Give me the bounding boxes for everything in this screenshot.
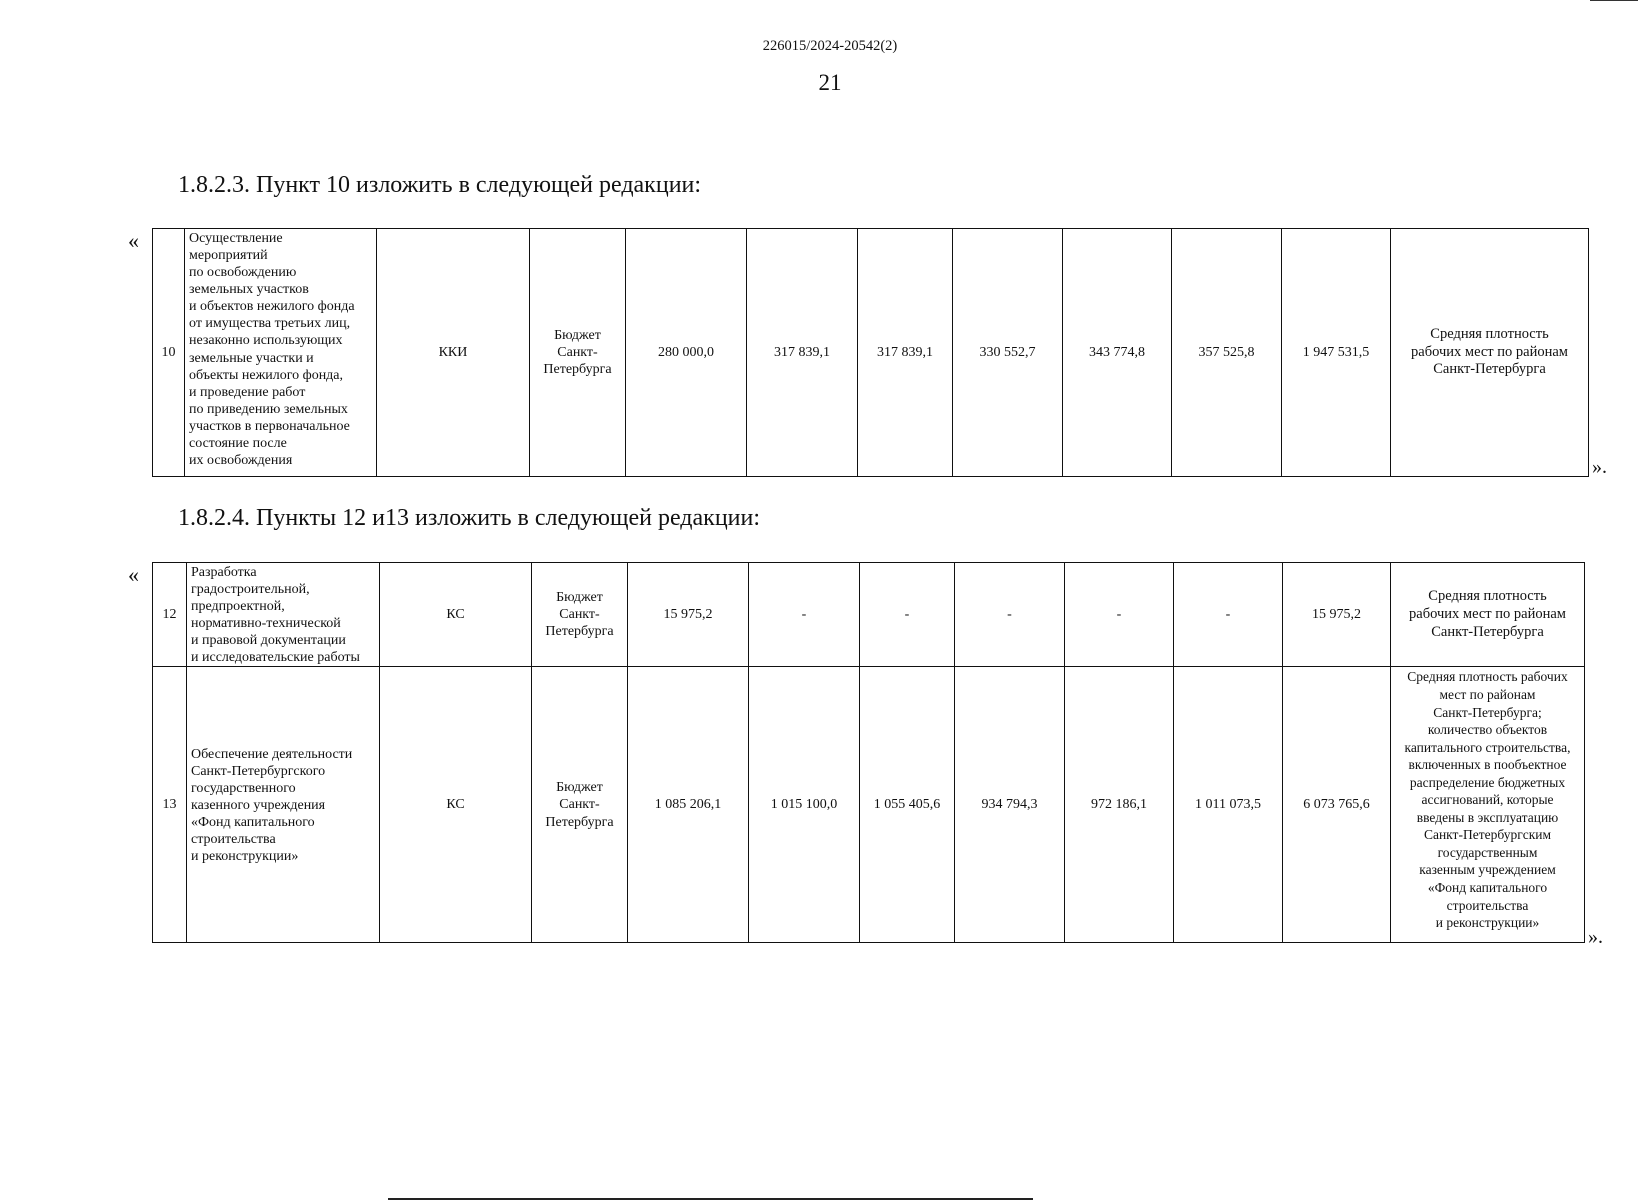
table-row [153, 667, 1585, 943]
page-number: 21 [818, 70, 842, 95]
amount-year-4: 330 552,7 [953, 229, 1063, 477]
document-number: 226015/2024-20542(2) [762, 38, 898, 54]
row-number: 12 [153, 563, 187, 667]
executor-cell: КС [380, 667, 532, 943]
amount-year-4: 934 794,3 [955, 667, 1065, 943]
measure-name: Разработка градостроительной, предпроектной, нормативно-технической и правовой документации и исследовательские работы [187, 563, 380, 667]
amount-year-2: - [749, 563, 860, 667]
opening-quote: « [128, 562, 139, 587]
table-row [153, 229, 1589, 477]
amount-year-5: 972 186,1 [1065, 667, 1174, 943]
amount-year-2: 317 839,1 [747, 229, 858, 477]
table-item-10 [152, 228, 1589, 477]
indicator-cell: Средняя плотность рабочих мест по районам Санкт-Петербурга; количество объектов капитального строительства, включенных в пообъектное распределение бюджетных ассигнований, которые введены в эксплуатацию Санкт-Петербургским государственным казенным учреждением «Фонд капитального строительства и реконструкции» [1391, 667, 1585, 943]
table-items-12-13 [152, 562, 1585, 943]
amount-total: 6 073 765,6 [1283, 667, 1391, 943]
executor-cell: ККИ [377, 229, 530, 477]
amount-year-6: 357 525,8 [1172, 229, 1282, 477]
row-number: 10 [153, 229, 185, 477]
amount-year-5: 343 774,8 [1063, 229, 1172, 477]
funding-source: Бюджет Санкт- Петербурга [532, 563, 628, 667]
funding-source: Бюджет Санкт- Петербурга [532, 667, 628, 943]
row-number: 13 [153, 667, 187, 943]
measure-name: Обеспечение деятельности Санкт-Петербургского государственного казенного учреждения «Фонд капитального строительства и реконструкции» [187, 667, 380, 943]
amount-total: 15 975,2 [1283, 563, 1391, 667]
amount-year-4: - [955, 563, 1065, 667]
amount-total: 1 947 531,5 [1282, 229, 1391, 477]
amount-year-3: 1 055 405,6 [860, 667, 955, 943]
funding-source: Бюджет Санкт- Петербурга [530, 229, 626, 477]
executor-cell: КС [380, 563, 532, 667]
indicator-cell: Средняя плотность рабочих мест по районам Санкт-Петербурга [1391, 229, 1589, 477]
amount-year-2: 1 015 100,0 [749, 667, 860, 943]
table-row [153, 563, 1585, 667]
closing-quote: ». [1588, 926, 1603, 948]
amount-year-5: - [1065, 563, 1174, 667]
amount-year-6: 1 011 073,5 [1174, 667, 1283, 943]
amount-year-1: 15 975,2 [628, 563, 749, 667]
corner-mark [1590, 0, 1638, 1]
amount-year-1: 280 000,0 [626, 229, 747, 477]
amount-year-1: 1 085 206,1 [628, 667, 749, 943]
section-heading-1-8-2-4: 1.8.2.4. Пункты 12 и13 изложить в следующей редакции: [178, 505, 761, 531]
opening-quote: « [128, 228, 139, 253]
measure-name: Осуществление мероприятий по освобождению земельных участков и объектов нежилого фонда от имущества третьих лиц, незаконно использующих земельные участки и объекты нежилого фонда, и проведение работ по приведению земельных участков в первоначальное состояние после их освобождения [185, 229, 377, 477]
amount-year-3: - [860, 563, 955, 667]
section-heading-1-8-2-3: 1.8.2.3. Пункт 10 изложить в следующей редакции: [178, 172, 702, 198]
amount-year-6: - [1174, 563, 1283, 667]
amount-year-3: 317 839,1 [858, 229, 953, 477]
indicator-cell: Средняя плотность рабочих мест по районам Санкт-Петербурга [1391, 563, 1585, 667]
closing-quote: ». [1592, 456, 1607, 478]
